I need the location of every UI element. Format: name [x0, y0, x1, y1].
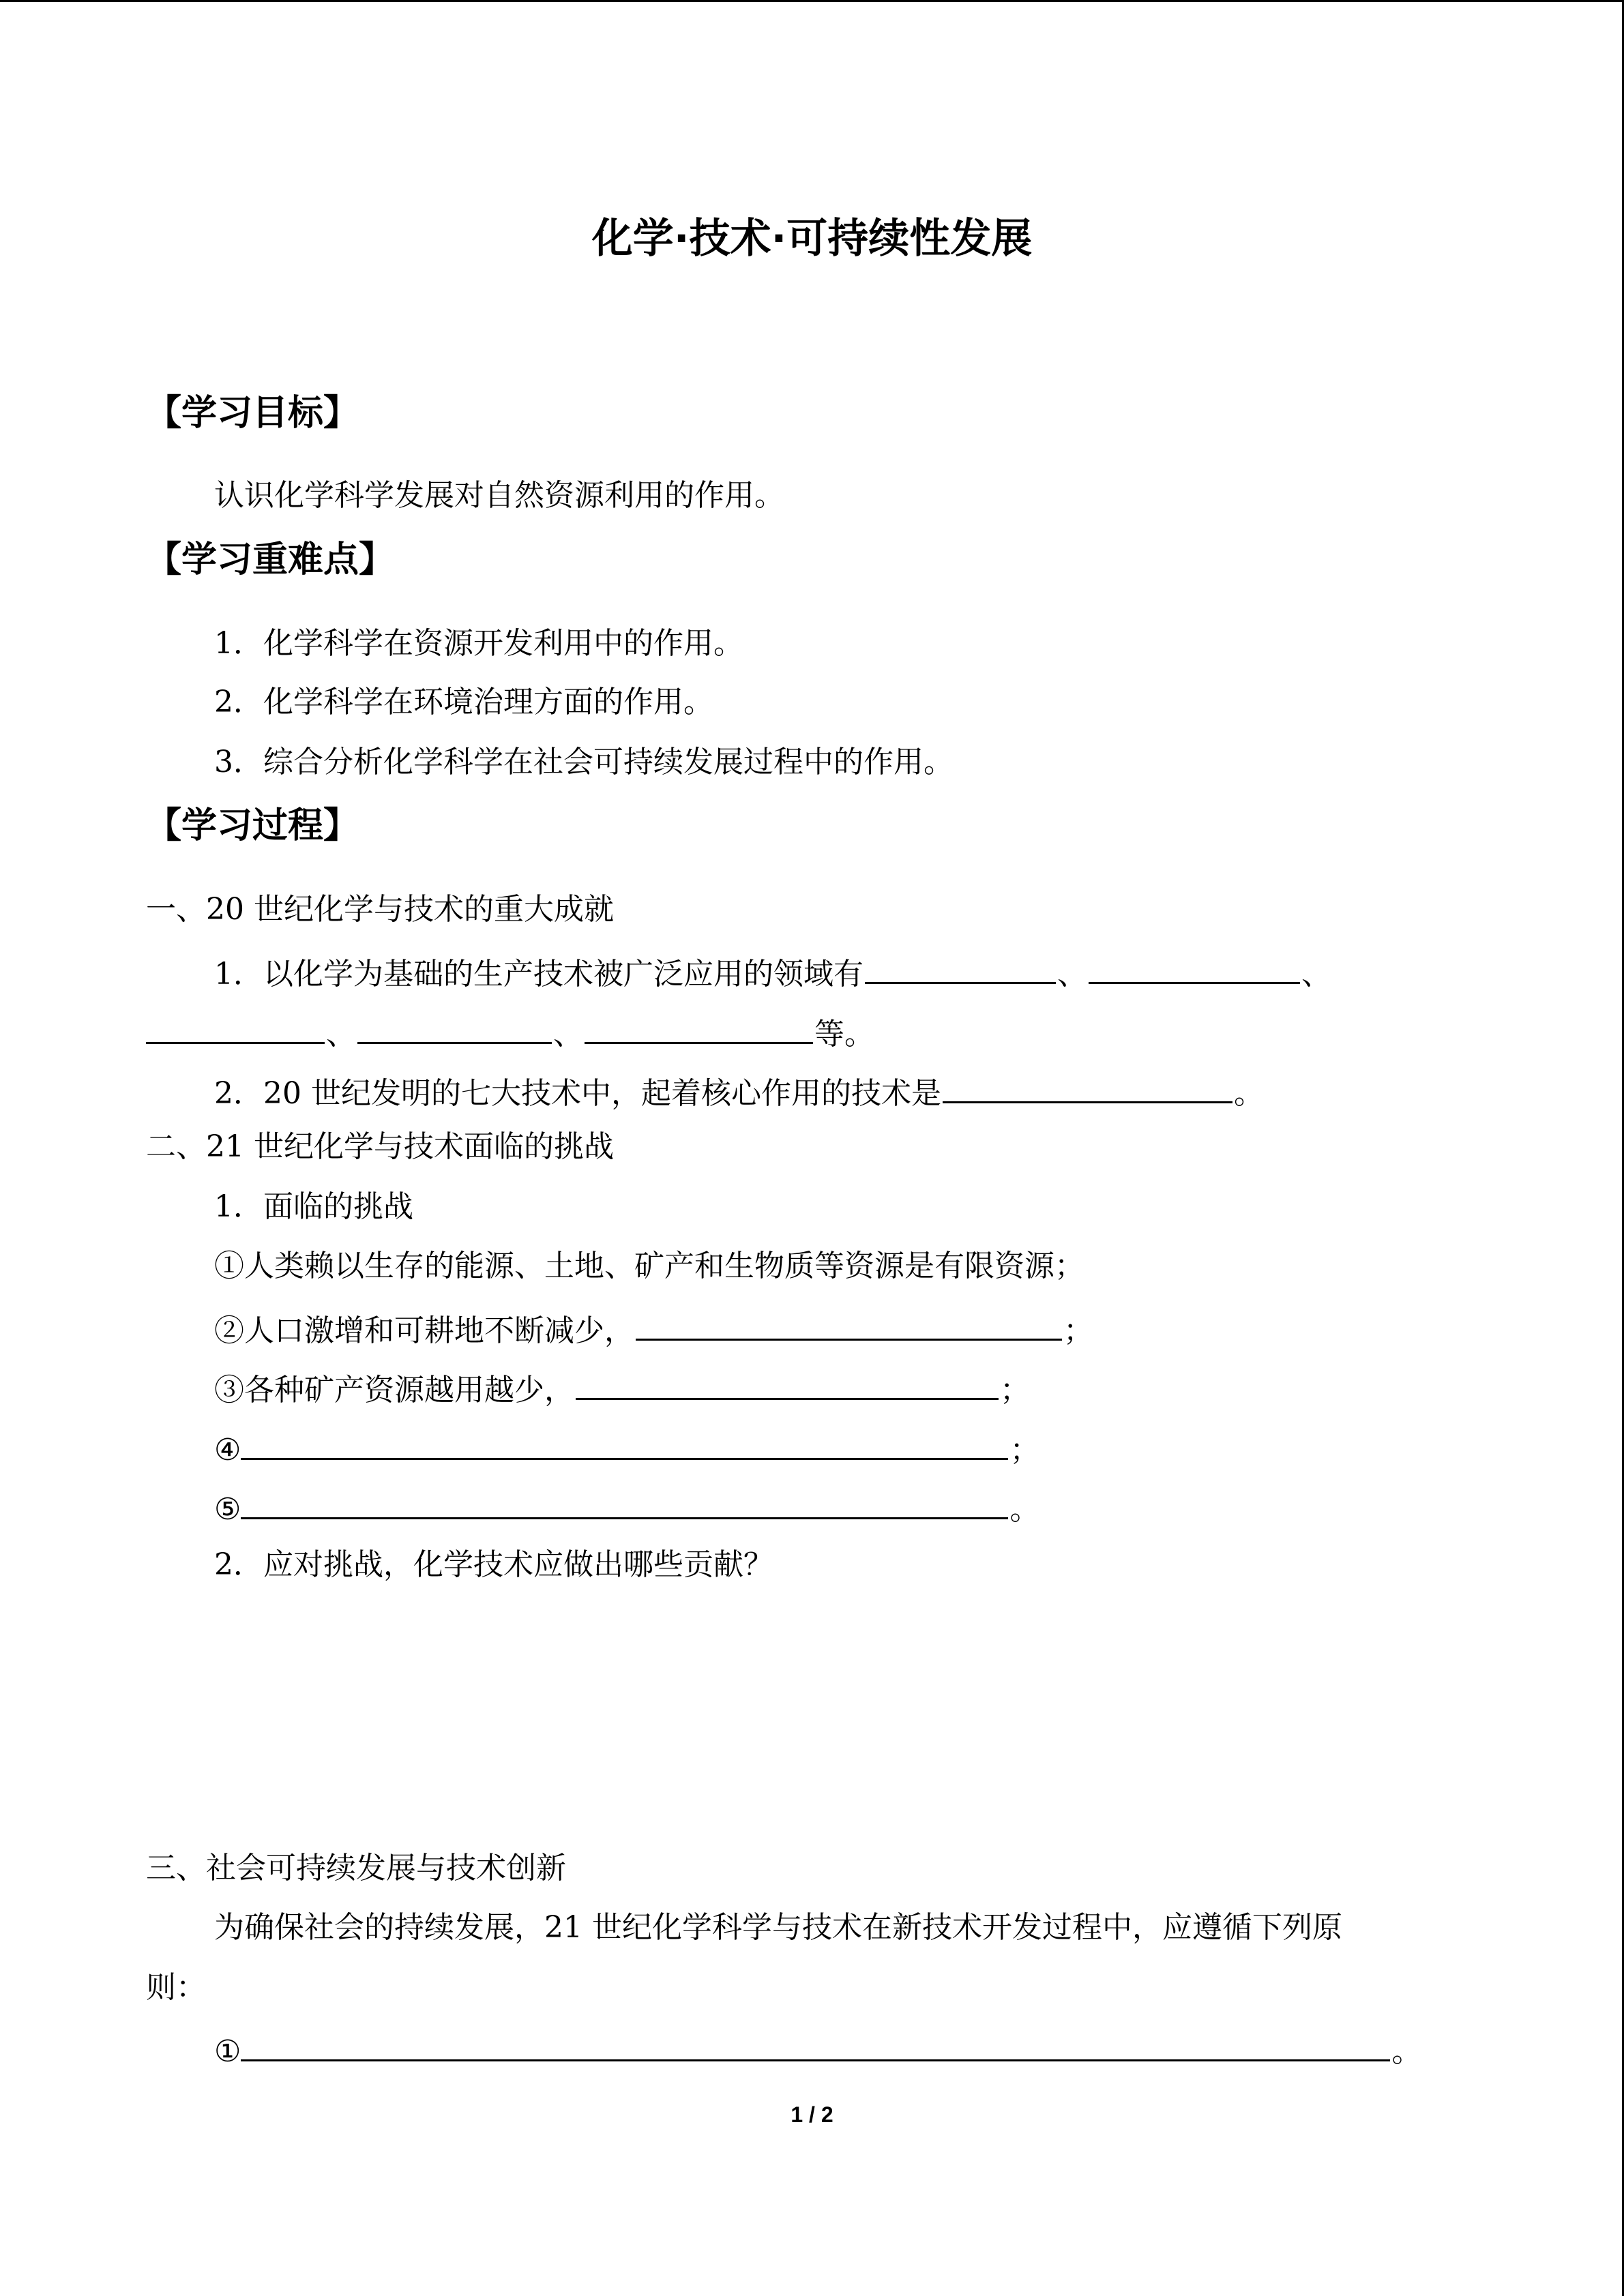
separator: 、 [553, 1017, 583, 1052]
part2-sub1: 1．面临的挑战 [214, 1189, 413, 1224]
principle-1-lead: ① [214, 2034, 241, 2069]
answer-blank[interactable] [146, 1015, 325, 1044]
key-point-item: 2．化学科学在环境治理方面的作用。 [214, 685, 713, 719]
answer-blank[interactable] [241, 2032, 1390, 2061]
semicolon: ； [1063, 1313, 1093, 1348]
part2-title: 二、21 世纪化学与技术面临的挑战 [146, 1129, 614, 1164]
separator: 、 [326, 1017, 356, 1052]
answer-blank[interactable] [357, 1015, 552, 1044]
challenge-4-lead: ④ [214, 1433, 241, 1467]
semicolon: ； [1000, 1373, 1030, 1407]
challenge-2 [214, 1311, 1093, 1346]
question1-end: 等。 [814, 1017, 874, 1052]
page-number: 1 / 2 [791, 2102, 833, 2127]
part1-question1-line1 [214, 955, 1331, 992]
challenge-5-lead: ⑤ [214, 1492, 241, 1527]
answer-blank[interactable] [943, 1074, 1232, 1103]
answer-blank[interactable] [576, 1371, 999, 1400]
challenge-3-lead: ③各种矿产资源越用越少， [214, 1373, 574, 1407]
process-heading: 【学习过程】 [146, 805, 359, 846]
page-title: 化学·技术·可持续性发展 [591, 215, 1033, 263]
period: 。 [1009, 1492, 1040, 1527]
separator: 、 [1301, 957, 1331, 992]
period: 。 [1391, 2034, 1422, 2069]
answer-blank[interactable] [865, 955, 1056, 984]
key-point-item: 1．化学科学在资源开发利用中的作用。 [214, 626, 743, 661]
challenge-2-lead: ②人口激增和可耕地不断减少， [214, 1313, 634, 1348]
part1-title: 一、20 世纪化学与技术的重大成就 [146, 892, 614, 927]
answer-blank[interactable] [636, 1311, 1062, 1341]
part3-title: 三、社会可持续发展与技术创新 [146, 1851, 566, 1885]
answer-blank[interactable] [241, 1490, 1008, 1519]
key-points-heading: 【学习重难点】 [146, 539, 395, 580]
question1-lead: 1．以化学为基础的生产技术被广泛应用的领域有 [214, 957, 863, 992]
part3-paragraph-line2: 则： [146, 1970, 206, 2005]
question2-end: 。 [1233, 1076, 1264, 1111]
part2-sub2: 2．应对挑战，化学技术应做出哪些贡献？ [214, 1547, 773, 1582]
key-point-item: 3．综合分析化学科学在社会可持续发展过程中的作用。 [214, 745, 954, 779]
part3-paragraph-line1: 为确保社会的持续发展，21 世纪化学科学与技术在新技术开发过程中，应遵循下列原 [214, 1910, 1342, 1945]
answer-blank[interactable] [1089, 955, 1300, 984]
top-border [0, 0, 1624, 2]
part1-question1-line2 [146, 1015, 874, 1052]
challenge-5 [214, 1490, 1039, 1525]
principle-1 [214, 2032, 1421, 2067]
objectives-heading: 【学习目标】 [146, 393, 359, 434]
question2-lead: 2．20 世纪发明的七大技术中，起着核心作用的技术是 [214, 1076, 941, 1111]
part1-question2 [214, 1074, 1264, 1109]
objectives-text: 认识化学科学发展对自然资源利用的作用。 [214, 478, 784, 513]
separator: 、 [1057, 957, 1087, 992]
semicolon: ； [1009, 1433, 1040, 1467]
challenge-3 [214, 1371, 1030, 1405]
answer-blank[interactable] [241, 1431, 1008, 1460]
challenge-4 [214, 1431, 1039, 1465]
answer-blank[interactable] [585, 1015, 813, 1044]
challenge-1: ①人类赖以生存的能源、土地、矿产和生物质等资源是有限资源； [214, 1249, 1084, 1283]
